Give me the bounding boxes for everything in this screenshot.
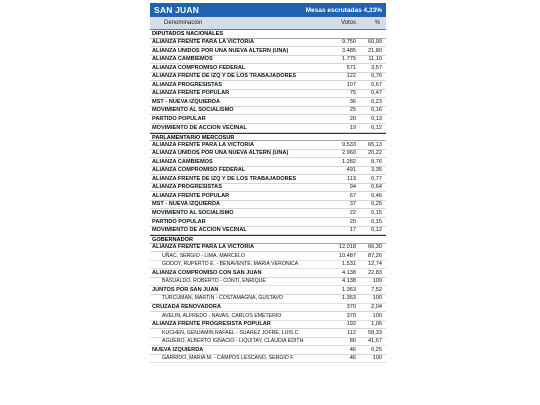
row-votes: 3.485 xyxy=(342,47,356,54)
candidate-row xyxy=(150,338,386,347)
row-pct: 7,52 xyxy=(371,286,382,293)
candidate-row xyxy=(150,355,386,364)
row-pct: 58,33 xyxy=(368,329,382,336)
row-name: JUNTOS POR SAN JUAN xyxy=(152,286,219,293)
row-pct: 41,67 xyxy=(368,338,382,345)
row-votes: 192 xyxy=(346,321,356,328)
row-pct: 60,99 xyxy=(368,39,382,46)
row-votes: 10.487 xyxy=(338,252,356,259)
party-row xyxy=(150,286,386,295)
row-votes: 107 xyxy=(346,81,356,88)
party-row xyxy=(150,107,386,116)
party-row xyxy=(150,90,386,99)
party-row xyxy=(150,227,386,236)
row-votes: 2.960 xyxy=(342,150,356,157)
row-name: ALIANZA FRENTE POPULAR xyxy=(152,192,230,199)
row-pct: 0,12 xyxy=(371,124,382,131)
party-row xyxy=(150,209,386,218)
row-votes: 36 xyxy=(349,98,356,105)
row-pct: 0,46 xyxy=(371,192,382,199)
row-votes: 25 xyxy=(349,107,356,114)
row-name: MST - NUEVA IZQUIERDA xyxy=(152,201,221,208)
party-row xyxy=(150,346,386,355)
row-name: MOVIMIENTO DE ACCION VECINAL xyxy=(152,124,247,131)
row-name: TURCUMAN, MARTIN - COSTAMAGNA, GUSTAVO xyxy=(162,295,283,302)
row-name: ALIANZA FRENTE DE IZQ Y DE LOS TRABAJADORES xyxy=(152,175,297,182)
row-pct: 0,76 xyxy=(371,73,382,80)
candidate-row xyxy=(150,312,386,321)
row-name: ALIANZA COMPROMISO FEDERAL xyxy=(152,167,246,174)
row-votes: 94 xyxy=(349,184,356,191)
row-votes: 22 xyxy=(349,209,356,216)
row-votes: 17 xyxy=(349,227,356,234)
row-name: AGUERO, ALBERTO IGNACIO - LIQUITAY, CLAUDIA EDITH xyxy=(162,338,304,345)
row-name: GODOY, RUPERTO E. - BENAVENTE, MARIA VERONICA xyxy=(162,261,299,268)
party-row xyxy=(150,73,386,82)
col-votos: Votos xyxy=(340,20,356,26)
party-row xyxy=(150,39,386,48)
party-row xyxy=(150,167,386,176)
row-pct: 8,76 xyxy=(371,158,382,165)
row-pct: 0,12 xyxy=(371,227,382,234)
party-row xyxy=(150,269,386,278)
row-name: ALIANZA FRENTE PARA LA VICTORIA xyxy=(152,141,255,148)
party-row xyxy=(150,124,386,133)
row-name: PARTIDO POPULAR xyxy=(152,115,206,122)
row-votes: 20 xyxy=(349,218,356,225)
row-pct: 0,25 xyxy=(371,346,382,353)
row-name: MOVIMIENTO AL SOCIALISMO xyxy=(152,209,234,216)
row-votes: 4.138 xyxy=(342,269,356,276)
party-row xyxy=(150,304,386,313)
column-headers xyxy=(150,17,386,30)
row-votes: 112 xyxy=(347,329,356,336)
row-pct: 100 xyxy=(372,312,382,319)
row-votes: 1.363 xyxy=(342,295,356,302)
row-votes: 370 xyxy=(346,304,356,310)
row-votes: 4.138 xyxy=(342,278,356,285)
row-name: ALIANZA FRENTE DE IZQ Y DE LOS TRABAJADORES xyxy=(152,73,297,80)
row-votes: 491 xyxy=(346,167,356,174)
party-row xyxy=(150,115,386,124)
row-votes: 75 xyxy=(349,90,356,97)
row-votes: 46 xyxy=(349,346,356,353)
row-name: BASUALDO, ROBERTO - CONTI, ENRIQUE xyxy=(162,278,266,285)
party-row xyxy=(150,192,386,201)
row-name: AVELIN, ALFREDO - NAVAS, CARLOS EMETERIO xyxy=(162,312,282,319)
row-name: ALIANZA COMPROMISO FEDERAL xyxy=(152,64,246,71)
party-row xyxy=(150,218,386,227)
row-votes: 12.018 xyxy=(338,244,356,251)
party-row xyxy=(150,56,386,65)
row-pct: 0,16 xyxy=(371,107,382,114)
row-votes: 1.531 xyxy=(342,261,356,268)
province-title: SAN JUAN xyxy=(154,5,200,15)
row-pct: 100 xyxy=(372,295,382,302)
row-name: ALIANZA UNIDOS POR UNA NUEVA ALTERN (UNA) xyxy=(152,150,289,157)
row-pct: 100 xyxy=(372,278,382,285)
row-name: ALIANZA FRENTE PROGRESISTA POPULAR xyxy=(152,321,271,328)
party-row xyxy=(150,150,386,159)
row-pct: 0,64 xyxy=(371,184,382,191)
row-name: PARTIDO POPULAR xyxy=(152,218,206,225)
row-name: ALIANZA FRENTE PARA LA VICTORIA xyxy=(152,244,255,251)
table-header xyxy=(150,3,386,17)
row-votes: 9.750 xyxy=(342,39,356,46)
party-row xyxy=(150,158,386,167)
row-votes: 122 xyxy=(346,73,356,80)
party-row xyxy=(150,64,386,73)
mesas-escrutadas: Mesas escrutadas 4,23% xyxy=(305,6,382,14)
row-pct: 0,23 xyxy=(371,98,382,105)
section-title: DIPUTADOS NACIONALES xyxy=(150,30,386,39)
party-row xyxy=(150,201,386,210)
row-name: NUEVA IZQUIERDA xyxy=(152,346,204,353)
party-row xyxy=(150,321,386,330)
party-row xyxy=(150,244,386,253)
row-pct: 3,57 xyxy=(371,64,382,71)
party-row xyxy=(150,175,386,184)
section-title: PARLAMENTARIO MERCOSUR xyxy=(150,133,386,142)
party-row xyxy=(150,47,386,56)
row-name: KUCHEN, GENJAMIN RAFAEL - SUAREZ JOFRE, LUIS C. xyxy=(162,329,300,336)
candidate-row xyxy=(150,252,386,261)
candidate-row xyxy=(150,329,386,338)
row-votes: 19 xyxy=(349,124,356,131)
row-votes: 571 xyxy=(346,64,356,71)
candidate-row xyxy=(150,278,386,287)
row-name: ALIANZA COMPROMISO CON SAN JUAN xyxy=(152,269,262,276)
row-pct: 12,74 xyxy=(368,261,382,268)
row-name: ALIANZA PROGRESISTAS xyxy=(152,81,222,88)
row-votes: 1.282 xyxy=(342,158,356,165)
row-pct: 100 xyxy=(372,355,382,362)
row-name: UÑAC, SERGIO - LIMA, MARCELO xyxy=(162,252,246,259)
row-name: ALIANZA FRENTE PARA LA VICTORIA xyxy=(152,39,255,46)
candidate-row xyxy=(150,261,386,270)
party-row xyxy=(150,141,386,150)
row-votes: 80 xyxy=(349,338,356,345)
row-votes: 370 xyxy=(346,312,356,319)
row-pct: 0,25 xyxy=(371,201,382,208)
row-votes: 1.363 xyxy=(342,286,356,293)
row-pct: 65,13 xyxy=(368,141,382,148)
row-name: MST - NUEVA IZQUIERDA xyxy=(152,98,221,105)
row-name: ALIANZA FRENTE POPULAR xyxy=(152,90,230,97)
row-name: MOVIMIENTO DE ACCION VECINAL xyxy=(152,227,247,234)
row-name: ALIANZA PROGRESISTAS xyxy=(152,184,222,191)
row-votes: 37 xyxy=(349,201,356,208)
row-name: ALIANZA UNIDOS POR UNA NUEVA ALTERN (UNA) xyxy=(152,47,289,54)
row-pct: 1,06 xyxy=(371,321,382,328)
row-votes: 20 xyxy=(349,115,356,122)
row-name: CRUZADA RENOVADORA xyxy=(152,304,221,310)
row-votes: 1.775 xyxy=(342,56,356,63)
row-pct: 3,35 xyxy=(371,167,382,174)
row-name: MOVIMIENTO AL SOCIALISMO xyxy=(152,107,234,114)
section-title: GOBERNADOR xyxy=(150,235,386,244)
results-table xyxy=(150,3,386,363)
row-pct: 0,67 xyxy=(371,81,382,88)
row-votes: 9.533 xyxy=(342,141,356,148)
row-pct: 20,22 xyxy=(368,150,382,157)
row-pct: 22,83 xyxy=(368,269,382,276)
candidate-row xyxy=(150,295,386,304)
col-denominacion: Denominación xyxy=(164,20,203,26)
row-name: ALIANZA CAMBIEMOS xyxy=(152,56,213,63)
col-pct: % xyxy=(374,20,380,26)
row-pct: 21,80 xyxy=(368,47,382,54)
row-pct: 66,30 xyxy=(368,244,382,251)
row-name: ALIANZA CAMBIEMOS xyxy=(152,158,213,165)
row-pct: 11,10 xyxy=(368,56,382,63)
row-votes: 67 xyxy=(349,192,356,199)
row-pct: 0,15 xyxy=(371,218,382,225)
row-name: GARRIDO, MARIA M. - CAMPOS LESCANO, SERGIO F. xyxy=(162,355,295,362)
party-row xyxy=(150,98,386,107)
table-body xyxy=(150,30,386,363)
row-votes: 113 xyxy=(347,175,356,182)
row-pct: 87,26 xyxy=(368,252,382,259)
row-pct: 0,15 xyxy=(371,209,382,216)
row-pct: 0,47 xyxy=(371,90,382,97)
party-row xyxy=(150,81,386,90)
row-pct: 0,13 xyxy=(371,115,382,122)
row-pct: 0,77 xyxy=(371,175,382,182)
row-votes: 46 xyxy=(349,355,356,362)
party-row xyxy=(150,184,386,193)
row-pct: 2,04 xyxy=(371,304,382,310)
